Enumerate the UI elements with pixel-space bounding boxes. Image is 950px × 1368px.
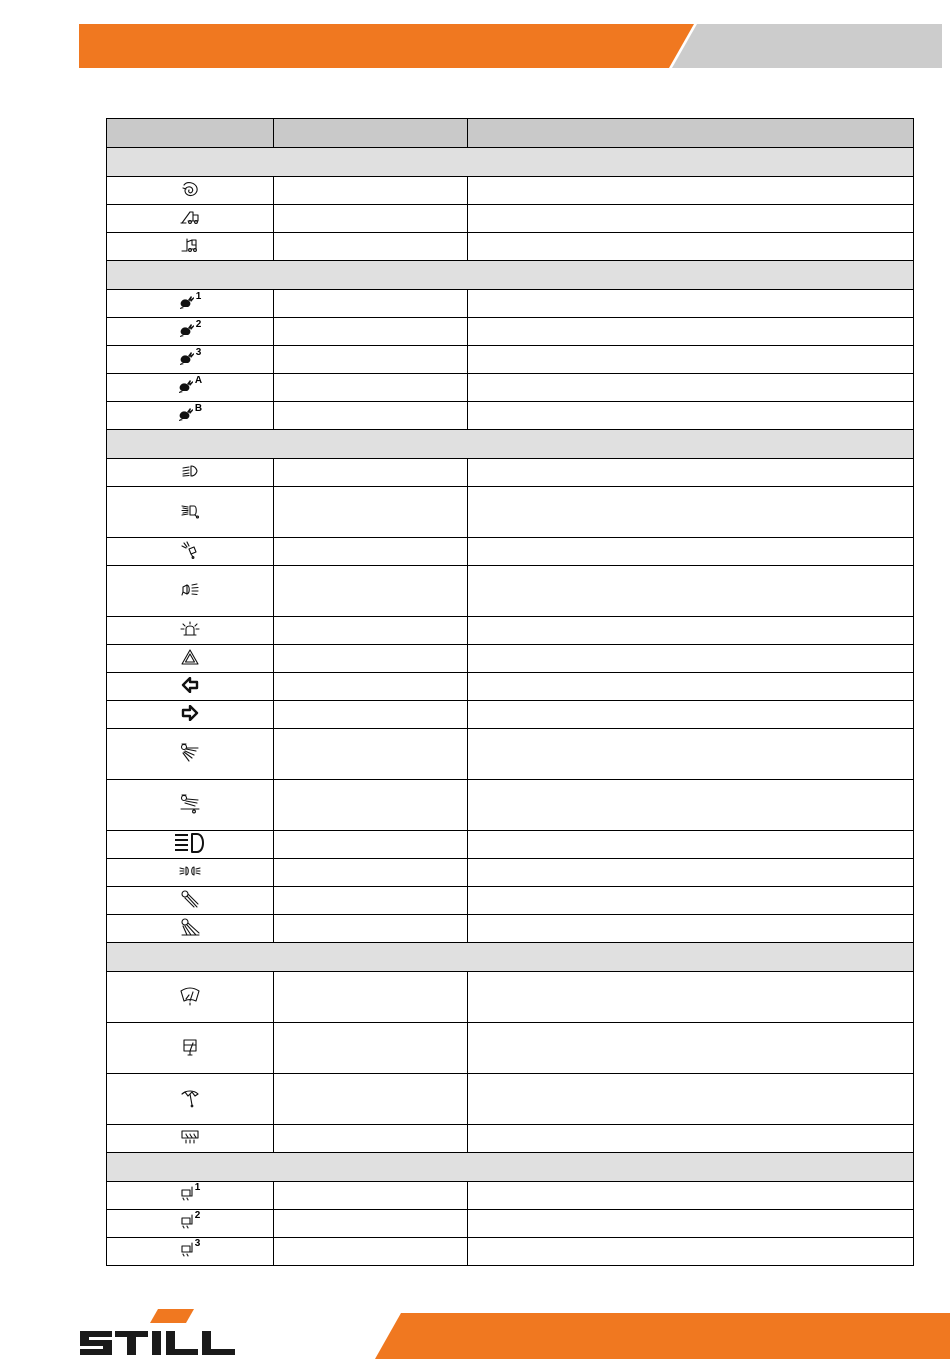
table-row <box>107 205 914 233</box>
header-cell-symbol <box>107 119 274 148</box>
table-group-row <box>107 148 914 177</box>
description-cell <box>468 831 914 859</box>
symbol-cell <box>107 205 274 233</box>
symbol-cell <box>107 374 274 402</box>
main-beam-icon <box>172 832 208 854</box>
name-cell <box>274 402 468 430</box>
table-row <box>107 177 914 205</box>
name-cell <box>274 318 468 346</box>
table-row <box>107 673 914 701</box>
symbol-cell <box>107 538 274 566</box>
table-row <box>107 1182 914 1210</box>
table-row <box>107 346 914 374</box>
table-group-row <box>107 943 914 972</box>
symbol-index: 3 <box>195 347 202 358</box>
table-row <box>107 701 914 729</box>
symbol-cell <box>107 859 274 887</box>
table-row <box>107 538 914 566</box>
description-cell <box>468 972 914 1023</box>
name-cell <box>274 915 468 943</box>
symbol-cell <box>107 233 274 261</box>
group-heading-cell <box>107 148 914 177</box>
description-cell <box>468 701 914 729</box>
table-row <box>107 915 914 943</box>
table-group-row <box>107 1153 914 1182</box>
description-cell <box>468 346 914 374</box>
symbol-cell <box>107 729 274 780</box>
description-cell <box>468 402 914 430</box>
table-row <box>107 318 914 346</box>
description-cell <box>468 1074 914 1125</box>
description-cell <box>468 729 914 780</box>
symbol-cell <box>107 1182 274 1210</box>
seat-heating-icon <box>180 1210 201 1230</box>
shell-spiral-icon <box>181 180 199 198</box>
group-heading-cell <box>107 1153 914 1182</box>
symbol-cell <box>107 887 274 915</box>
symbol-cell <box>107 780 274 831</box>
header-cell-name <box>274 119 468 148</box>
rabbit-speed-icon <box>178 403 203 421</box>
table-row <box>107 972 914 1023</box>
sidelights-icon <box>179 865 201 877</box>
symbol-cell <box>107 701 274 729</box>
ground-floodlight-icon <box>179 794 201 814</box>
symbol-cell <box>107 318 274 346</box>
description-cell <box>468 177 914 205</box>
description-cell <box>468 1023 914 1074</box>
symbol-cell <box>107 1023 274 1074</box>
symbol-cell <box>107 1210 274 1238</box>
symbol-cell <box>107 617 274 645</box>
table-row <box>107 1125 914 1153</box>
symbol-cell <box>107 1125 274 1153</box>
table-row <box>107 780 914 831</box>
table-row <box>107 374 914 402</box>
name-cell <box>274 1023 468 1074</box>
rabbit-speed-icon <box>179 291 202 309</box>
symbol-cell <box>107 402 274 430</box>
description-cell <box>468 538 914 566</box>
name-cell <box>274 538 468 566</box>
group-heading-cell <box>107 430 914 459</box>
rotating-beacon-icon <box>180 621 200 637</box>
table-row <box>107 566 914 617</box>
symbol-cell <box>107 645 274 673</box>
description-cell <box>468 459 914 487</box>
symbol-cell <box>107 290 274 318</box>
description-cell <box>468 915 914 943</box>
table-group-row <box>107 430 914 459</box>
still-logo <box>78 1309 238 1359</box>
name-cell <box>274 645 468 673</box>
symbol-cell <box>107 831 274 859</box>
table-row <box>107 487 914 538</box>
symbol-index: A <box>194 375 203 386</box>
symbol-table <box>106 118 914 1266</box>
header-bar <box>79 24 942 68</box>
table-row <box>107 729 914 780</box>
name-cell <box>274 459 468 487</box>
name-cell <box>274 487 468 538</box>
description-cell <box>468 1238 914 1266</box>
symbol-cell <box>107 915 274 943</box>
table-row <box>107 887 914 915</box>
front-work-light-icon <box>180 503 200 519</box>
name-cell <box>274 972 468 1023</box>
group-heading-cell <box>107 943 914 972</box>
table-row <box>107 1238 914 1266</box>
symbol-cell <box>107 487 274 538</box>
floodlight-icon <box>179 743 201 763</box>
name-cell <box>274 1182 468 1210</box>
name-cell <box>274 701 468 729</box>
name-cell <box>274 617 468 645</box>
description-cell <box>468 487 914 538</box>
symbol-index: 1 <box>195 291 202 302</box>
rear-window-heater-icon <box>179 1129 201 1145</box>
table-row <box>107 1023 914 1074</box>
table-row <box>107 233 914 261</box>
forklift-forward-icon <box>180 209 200 225</box>
hazard-warning-icon <box>181 649 199 665</box>
name-cell <box>274 831 468 859</box>
symbol-cell <box>107 1238 274 1266</box>
spotlight-icon <box>180 889 200 909</box>
description-cell <box>468 290 914 318</box>
symbol-index: 2 <box>194 1210 201 1221</box>
description-cell <box>468 617 914 645</box>
description-cell <box>468 780 914 831</box>
seat-heating-icon <box>180 1238 201 1258</box>
table-row <box>107 459 914 487</box>
description-cell <box>468 859 914 887</box>
table-header-row <box>107 119 914 148</box>
name-cell <box>274 566 468 617</box>
roof-work-light-icon <box>181 541 199 559</box>
description-cell <box>468 1125 914 1153</box>
spotlight-wide-icon <box>180 917 200 937</box>
name-cell <box>274 1238 468 1266</box>
description-cell <box>468 566 914 617</box>
turn-right-arrow-icon <box>181 705 199 721</box>
table-row <box>107 617 914 645</box>
name-cell <box>274 1210 468 1238</box>
rear-wiper-icon <box>180 1088 200 1108</box>
table-body <box>107 148 914 1266</box>
symbol-index: 1 <box>194 1182 201 1193</box>
name-cell <box>274 233 468 261</box>
table-group-row <box>107 261 914 290</box>
description-cell <box>468 1210 914 1238</box>
name-cell <box>274 1074 468 1125</box>
header-cell-description <box>468 119 914 148</box>
rabbit-speed-icon <box>178 375 203 393</box>
table-row <box>107 645 914 673</box>
symbol-cell <box>107 459 274 487</box>
description-cell <box>468 673 914 701</box>
name-cell <box>274 1125 468 1153</box>
description-cell <box>468 318 914 346</box>
name-cell <box>274 374 468 402</box>
description-cell <box>468 233 914 261</box>
front-wiper-icon <box>179 986 201 1006</box>
table-row <box>107 402 914 430</box>
description-cell <box>468 205 914 233</box>
description-cell <box>468 645 914 673</box>
name-cell <box>274 290 468 318</box>
symbol-cell <box>107 972 274 1023</box>
table-row <box>107 831 914 859</box>
symbol-cell <box>107 177 274 205</box>
symbol-index: 2 <box>195 319 202 330</box>
name-cell <box>274 205 468 233</box>
forklift-upright-icon <box>180 237 200 253</box>
name-cell <box>274 177 468 205</box>
rabbit-speed-icon <box>179 319 202 337</box>
table-row <box>107 859 914 887</box>
footer-bar <box>375 1313 950 1359</box>
turn-left-arrow-icon <box>181 677 199 693</box>
symbol-cell <box>107 1074 274 1125</box>
description-cell <box>468 1182 914 1210</box>
symbol-cell <box>107 346 274 374</box>
table-row <box>107 1210 914 1238</box>
name-cell <box>274 346 468 374</box>
name-cell <box>274 780 468 831</box>
group-heading-cell <box>107 261 914 290</box>
name-cell <box>274 859 468 887</box>
name-cell <box>274 673 468 701</box>
seat-heating-icon <box>180 1182 201 1202</box>
name-cell <box>274 887 468 915</box>
low-beam-icon <box>181 464 199 478</box>
name-cell <box>274 729 468 780</box>
symbol-index: 3 <box>194 1238 201 1249</box>
roof-wiper-icon <box>181 1037 199 1057</box>
symbol-index: B <box>194 403 203 414</box>
description-cell <box>468 887 914 915</box>
rear-work-light-icon <box>180 582 200 598</box>
description-cell <box>468 374 914 402</box>
symbol-cell <box>107 673 274 701</box>
rabbit-speed-icon <box>179 347 202 365</box>
table-row <box>107 1074 914 1125</box>
symbol-cell <box>107 566 274 617</box>
table-row <box>107 290 914 318</box>
